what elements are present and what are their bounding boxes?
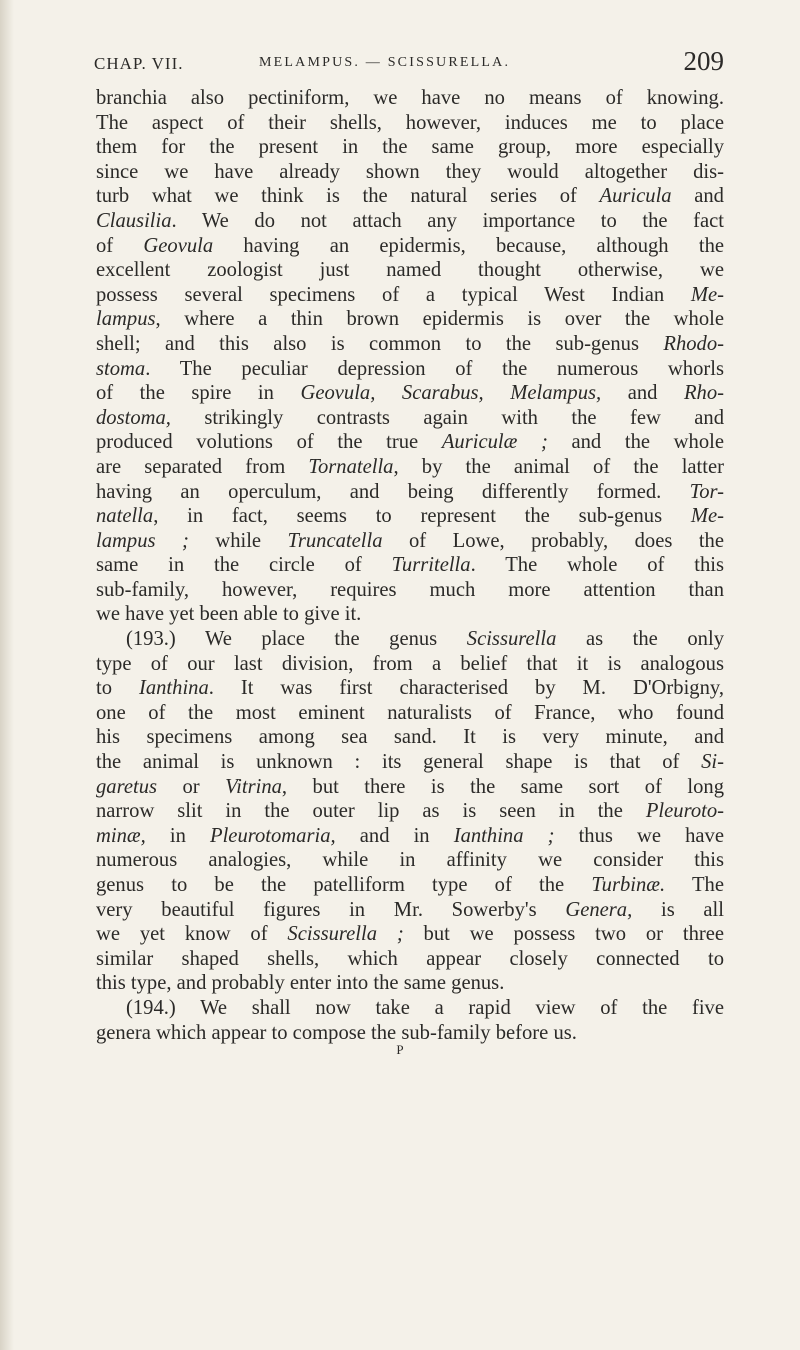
text-run: , by the animal of the latter (393, 455, 724, 478)
italic-run: Geovula, Scarabus, Melampus, (300, 382, 602, 405)
text-run: one of the most eminent naturalists of France, who found (96, 701, 724, 724)
text-line (96, 627, 724, 652)
text-line (96, 775, 724, 800)
italic-run: Ianthina ; (453, 824, 555, 847)
italic-run: Pleurotomaria, (210, 824, 336, 847)
italic-run: Ianthina (138, 677, 209, 700)
text-line (96, 602, 724, 627)
text-run: (194.) We shall now take a rapid view of the five (126, 996, 724, 1019)
text-run: of (96, 234, 144, 257)
text-run: narrow slit in the outer lip as is seen in the (96, 800, 646, 823)
text-run: while (188, 529, 288, 552)
text-line (96, 971, 724, 996)
text-line (96, 184, 724, 209)
italic-run: Si- (701, 751, 724, 774)
italic-run: Vitrina (225, 775, 282, 798)
italic-run: Scissurella (466, 628, 557, 651)
italic-run: Auricula (599, 185, 672, 208)
italic-run: Clausilia (96, 209, 172, 232)
text-run: . The peculiar depression of the numerous whorls (145, 357, 724, 380)
text-run: and (671, 185, 724, 208)
text-line (96, 701, 724, 726)
text-line (96, 529, 724, 554)
text-run: and (601, 382, 684, 405)
text-line (96, 357, 724, 382)
text-line (96, 430, 724, 455)
text-line (96, 824, 724, 849)
text-run: The aspect of their shells, however, induces me to place (96, 111, 724, 134)
text-run: of the spire in (96, 382, 301, 405)
text-line (96, 750, 724, 775)
text-line (96, 111, 724, 136)
page-binding-shadow (0, 0, 14, 1350)
chapter-label: CHAP. VII. (94, 54, 184, 73)
text-run: we have yet been able to give it. (96, 603, 362, 626)
text-line (96, 234, 724, 259)
italic-run: lampus (96, 308, 156, 331)
text-line (96, 283, 724, 308)
text-run: strikingly contrasts again with the few and (170, 406, 724, 429)
text-run: . It was first characterised by M. D'Orbigny, (208, 677, 724, 700)
text-run: them for the present in the same group, more especially (96, 136, 724, 159)
text-line (96, 725, 724, 750)
italic-run: Me- (690, 505, 724, 528)
text-run: . The whole of this (470, 554, 724, 577)
text-line (96, 209, 724, 234)
text-line (96, 480, 724, 505)
italic-run: natella (96, 505, 154, 528)
text-line (96, 676, 724, 701)
text-line (96, 258, 724, 283)
italic-run: Pleuroto- (645, 800, 724, 823)
text-line (96, 135, 724, 160)
body-text (96, 86, 724, 1045)
text-run: having an operculum, and being differently formed. (96, 480, 690, 503)
text-run: we yet know of (96, 923, 288, 946)
text-run: , but there is the same sort of long (281, 775, 724, 798)
text-line (96, 406, 724, 431)
italic-run: minæ, (96, 824, 146, 847)
italic-run: Tornatella (308, 455, 394, 478)
italic-run: Me- (690, 283, 724, 306)
text-run: The (665, 874, 724, 896)
text-line (96, 898, 724, 923)
text-run: genera which appear to compose the sub-family before us. (96, 1021, 577, 1044)
text-line (96, 873, 724, 898)
text-run: his specimens among sea sand. It is very minute, and (96, 726, 724, 749)
italic-run: garetus (96, 775, 158, 798)
text-run: possess several specimens of a typical West Indian (96, 283, 691, 306)
text-line (96, 160, 724, 185)
running-head (94, 46, 726, 86)
page-number: 209 (683, 46, 724, 76)
italic-run: lampus ; (96, 529, 189, 552)
text-line (96, 848, 724, 873)
text-line (96, 86, 724, 111)
text-run: in (145, 824, 210, 847)
text-line (96, 381, 724, 406)
text-run: (193.) We place the genus (126, 628, 467, 651)
text-run: as the only (556, 628, 724, 651)
text-run: having an epidermis, because, although the (213, 234, 725, 257)
text-run: , in fact, seems to represent the sub-genus (153, 505, 691, 528)
text-run: are separated from (96, 455, 309, 478)
text-run: sub-family, however, requires much more attention than (96, 578, 724, 601)
text-run: turb what we think is the natural series of (96, 185, 600, 208)
text-run: same in the circle of (96, 554, 392, 577)
text-run: but we possess two or three (403, 923, 725, 946)
text-run: very beautiful figures in Mr. Sowerby's (96, 898, 566, 921)
text-run: is all (632, 898, 724, 921)
text-run: or (157, 775, 226, 798)
text-run: genus to be the patelliform type of the (96, 874, 592, 896)
text-run: since we have already shown they would altogether dis- (96, 160, 724, 183)
italic-run: Geovula (143, 234, 214, 257)
text-run: thus we have (554, 824, 724, 847)
text-run: , where a thin brown epidermis is over the whole (155, 308, 724, 331)
text-line (96, 922, 724, 947)
text-run: and the whole (547, 431, 724, 454)
running-title: MELAMPUS. — SCISSURELLA. (259, 55, 511, 70)
signature-mark: P (396, 1042, 404, 1057)
text-run: shell; and this also is common to the sub-genus (96, 332, 664, 355)
italic-run: Scissurella ; (287, 923, 404, 946)
text-line (96, 947, 724, 972)
text-line (96, 996, 724, 1021)
text-run: branchia also pectiniform, we have no means of knowing. (96, 87, 724, 109)
italic-run: Tor- (689, 480, 724, 503)
text-run: of Lowe, probably, does the (382, 529, 724, 552)
text-run: similar shaped shells, which appear closely connected to (96, 947, 724, 970)
text-line (96, 307, 724, 332)
text-run: the animal is unknown : its general shape is that of (96, 751, 702, 774)
italic-run: Turbinæ. (591, 874, 666, 896)
italic-run: Rhodo- (663, 332, 724, 355)
text-line (96, 553, 724, 578)
text-line (96, 332, 724, 357)
text-line (96, 578, 724, 603)
text-run: to (96, 677, 139, 700)
text-run: numerous analogies, while in affinity we consider this (96, 849, 724, 872)
text-line (96, 504, 724, 529)
italic-run: Turritella (391, 554, 471, 577)
italic-run: Truncatella (287, 529, 383, 552)
italic-run: dostoma, (96, 406, 171, 429)
text-line (96, 799, 724, 824)
italic-run: stoma (96, 357, 146, 380)
text-run: and in (335, 824, 454, 847)
text-run: excellent zoologist just named thought otherwise, we (96, 259, 724, 282)
text-line (96, 652, 724, 677)
text-run: type of our last division, from a belief that it is analogous (96, 652, 724, 675)
italic-run: Auriculæ ; (441, 431, 548, 454)
text-line (96, 455, 724, 480)
italic-run: Rho- (683, 382, 724, 405)
italic-run: Genera, (565, 898, 633, 921)
text-run: . We do not attach any importance to the fact (171, 209, 724, 232)
text-run: this type, and probably enter into the same genus. (96, 972, 505, 995)
text-run: produced volutions of the true (96, 431, 442, 454)
